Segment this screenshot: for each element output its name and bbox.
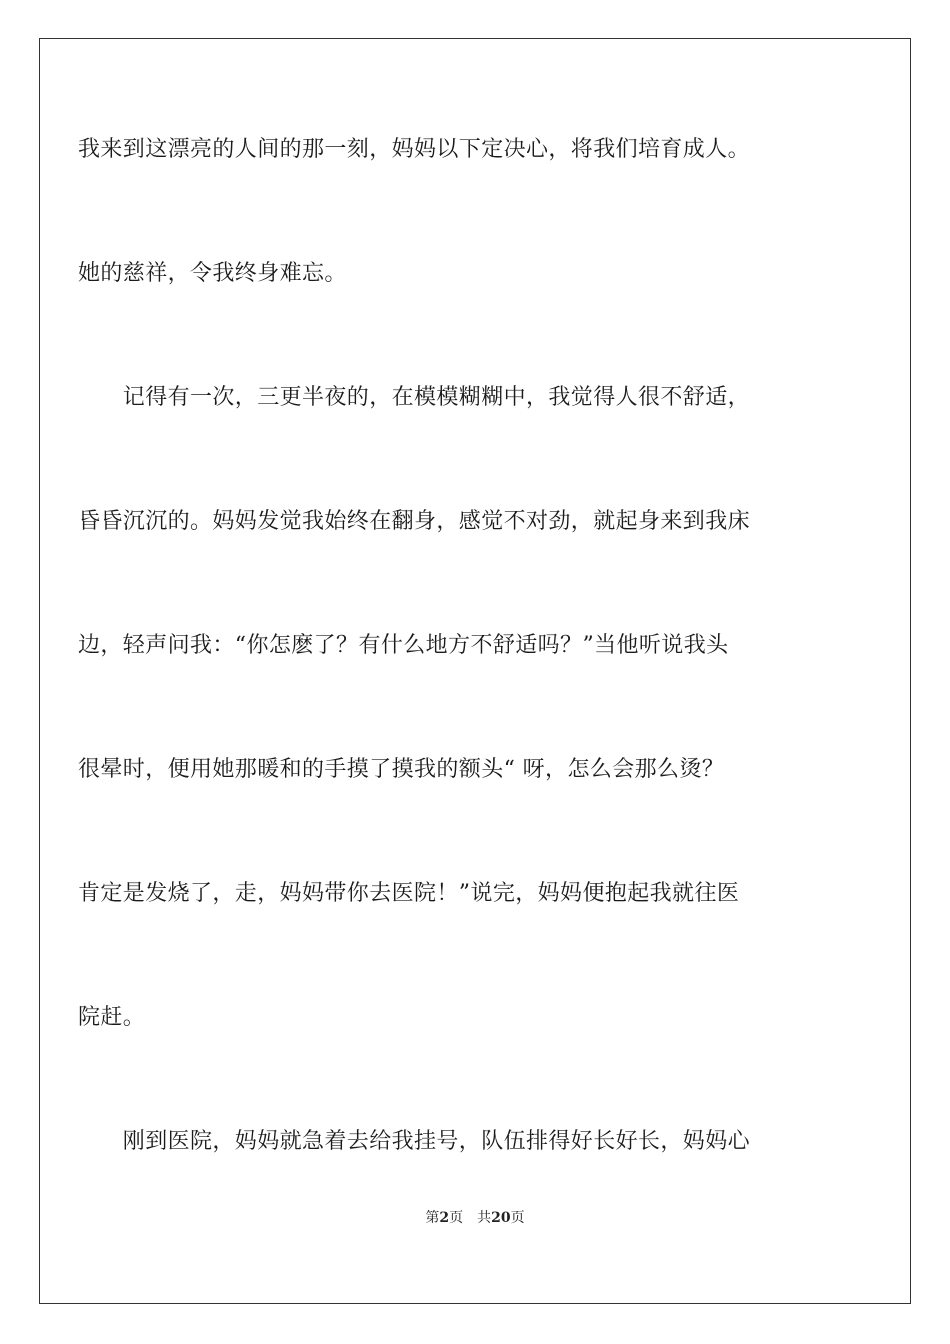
page-number: 2 [439,1210,450,1226]
page-border [39,38,911,1304]
page-prefix: 第 [425,1210,440,1226]
text-line: 记得有一次，三更半夜的，在模模糊糊中，我觉得人很不舒适， [78,385,751,410]
text-line: 我来到这漂亮的人间的那一刻，妈妈以下定决心，将我们培育成人。 [78,137,751,162]
page-footer [0,1209,950,1227]
total-suffix: 页 [510,1210,525,1226]
text-line: 边，轻声问我：“你怎麽了？有什么地方不舒适吗？”当他听说我头 [78,633,729,658]
text-line: 院赶。 [78,1005,146,1030]
total-pages: 20 [491,1210,511,1226]
text-line: 很晕时，便用她那暖和的手摸了摸我的额头“ 呀，怎么会那么烫？ [78,757,725,782]
text-line: 昏昏沉沉的。妈妈发觉我始终在翻身，感觉不对劲，就起身来到我床 [78,509,751,534]
total-pages-label [477,1210,524,1226]
total-prefix: 共 [477,1210,492,1226]
page-number-label [425,1210,463,1226]
text-line: 刚到医院，妈妈就急着去给我挂号，队伍排得好长好长，妈妈心 [78,1129,751,1154]
text-line: 肯定是发烧了，走，妈妈带你去医院！”说完，妈妈便抱起我就往医 [78,881,740,906]
text-line: 她的慈祥，令我终身难忘。 [78,261,347,286]
page-suffix: 页 [449,1210,464,1226]
